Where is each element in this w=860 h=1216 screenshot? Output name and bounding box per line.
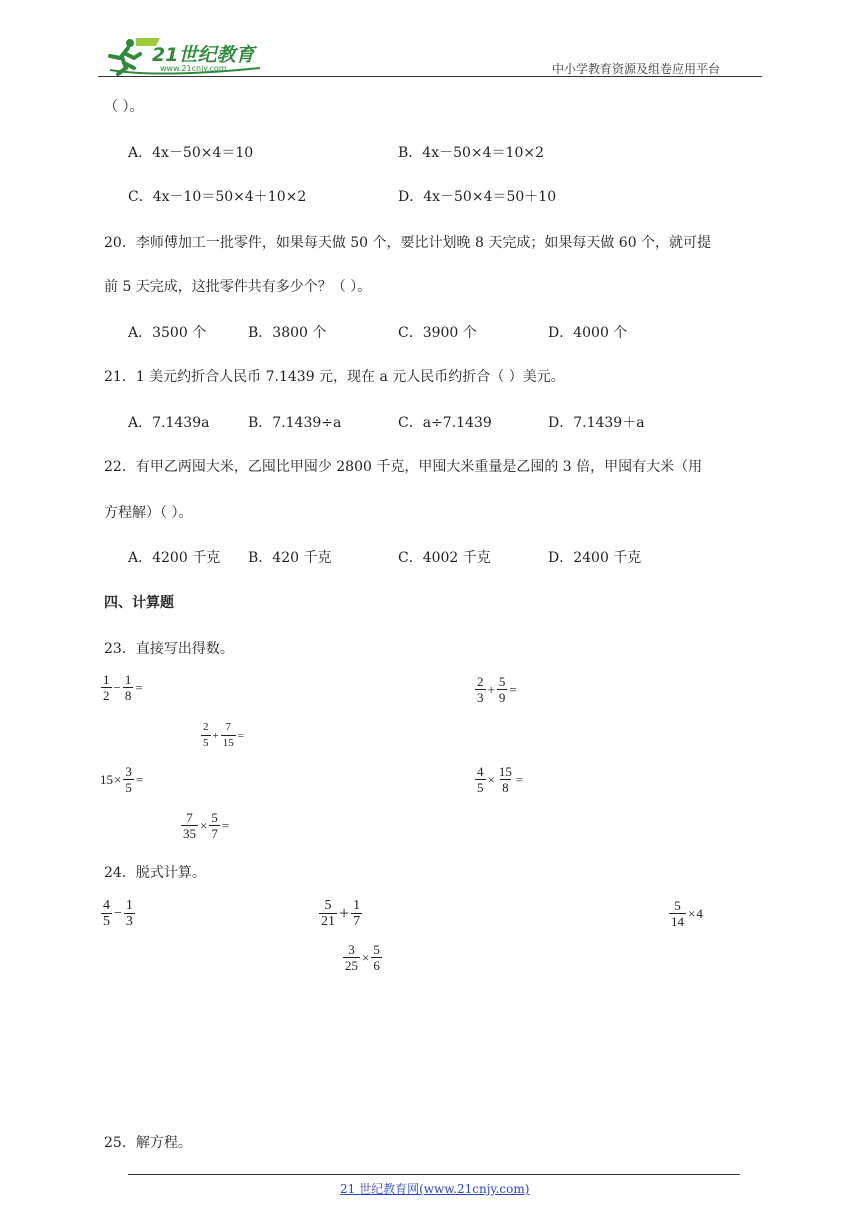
numerator: 4 [103,898,110,913]
operator: − [114,905,122,921]
q24-expr-1 [100,898,136,929]
q23-expr-4 [100,764,144,795]
section-title: 四、计算题 [104,595,174,611]
equals-sign: = [135,679,143,695]
q21-option-b: B．7.1439÷a [248,415,342,431]
numerator: 2 [477,674,484,689]
operator: + [487,681,495,697]
operator: + [339,903,350,923]
numerator: 1 [125,898,133,913]
equals-sign: = [221,817,230,833]
equals-sign: = [515,771,524,787]
q20-option-b: B．3800 个 [248,325,327,341]
q20-line2: 前 5 天完成，这批零件共有多少个？（ ）。 [104,279,372,295]
numerator: 3 [348,942,355,957]
denominator: 6 [373,958,380,973]
site-logo [100,34,270,76]
logo-main-text: 21世纪教育 [152,44,255,66]
equals-sign: = [135,771,144,787]
numerator: 5 [211,810,218,825]
footer-link[interactable]: 21 世纪教育网(www.21cnjy.com) [340,1182,530,1196]
operator: × [114,771,122,787]
q23-expr-3 [200,720,245,751]
q24-title: 24．脱式计算。 [104,865,206,881]
equals-sign: = [237,729,244,742]
numerator: 5 [324,898,332,913]
denominator: 9 [498,690,506,705]
q23-expr-5 [474,764,524,795]
q19-option-a: A．4x－50×4＝10 [128,145,254,161]
denominator: 15 [222,737,234,749]
numerator: 5 [674,898,681,913]
denominator: 5 [103,914,110,929]
q20-option-a: A．3500 个 [128,325,207,341]
q24-expr-4 [342,942,383,973]
q25-title: 25．解方程。 [104,1135,192,1151]
denominator: 2 [103,688,110,703]
header-divider [98,76,762,77]
denominator: 7 [211,826,218,841]
numerator: 5 [373,942,380,957]
q19-option-b: B．4x－50×4＝10×2 [398,145,544,161]
denominator: 5 [203,737,209,749]
denominator: 35 [183,826,196,841]
q22-option-c: C．4002 千克 [398,550,491,566]
q21-option-a: A．7.1439a [128,415,210,431]
q24-expr-2 [318,898,363,929]
denominator: 21 [321,914,335,929]
whole-number: 4 [696,905,703,921]
numerator: 7 [225,721,231,733]
numerator: 2 [203,721,209,733]
numerator: 3 [125,764,132,779]
q23-expr-2 [474,674,518,705]
denominator: 3 [125,914,133,929]
q22-option-a: A．4200 千克 [128,550,221,566]
logo-sub-text: www.21cnjy.com [160,64,227,73]
q19-tail: （ ）。 [104,99,144,115]
operator: − [113,679,121,695]
denominator: 5 [477,780,484,795]
q20-option-d: D．4000 个 [548,325,628,341]
footer-divider [128,1174,740,1175]
denominator: 7 [353,914,361,929]
denominator: 8 [124,688,132,703]
q19-option-c: C．4x－10＝50×4＋10×2 [128,189,307,205]
numerator: 7 [186,810,193,825]
q23-expr-1 [100,672,144,703]
numerator: 5 [498,674,506,689]
q21-option-d: D．7.1439＋a [548,415,645,431]
q24-expr-3 [668,898,703,929]
numerator: 15 [498,764,512,779]
q19-option-d: D．4x－50×4＝50＋10 [398,189,557,205]
numerator: 4 [477,764,484,779]
platform-name: 中小学教育资源及组卷应用平台 [552,62,721,76]
denominator: 25 [345,958,358,973]
whole-number: 15 [100,771,113,787]
operator: × [200,817,208,833]
q22-option-d: D．2400 千克 [548,550,642,566]
equals-sign: = [509,681,517,697]
q21-line1: 21．1 美元约折合人民币 7.1439 元，现在 a 元人民币约折合（ ）美元。 [104,369,565,385]
operator: × [362,949,370,965]
denominator: 8 [502,780,509,795]
denominator: 3 [477,690,484,705]
numerator: 1 [353,898,361,913]
q22-line2: 方程解）（ ）。 [104,505,193,521]
q20-line1: 20．李师傅加工一批零件，如果每天做 50 个，要比计划晚 8 天完成；如果每天做 60 个，就可提 [104,235,712,251]
q22-line1: 22．有甲乙两囤大米，乙囤比甲囤少 2800 千克，甲囤大米重量是乙囤的 3 倍，甲囤有大米（用 [104,459,703,475]
numerator: 1 [103,672,110,687]
q23-title: 23．直接写出得数。 [104,641,234,657]
operator: + [212,729,219,742]
q21-option-c: C．a÷7.1439 [398,415,492,431]
q23-expr-6 [180,810,230,841]
denominator: 5 [125,780,132,795]
denominator: 14 [671,914,684,929]
q22-option-b: B．420 千克 [248,550,332,566]
operator: × [487,771,495,787]
numerator: 1 [124,672,132,687]
operator: × [688,905,696,921]
q20-option-c: C．3900 个 [398,325,477,341]
